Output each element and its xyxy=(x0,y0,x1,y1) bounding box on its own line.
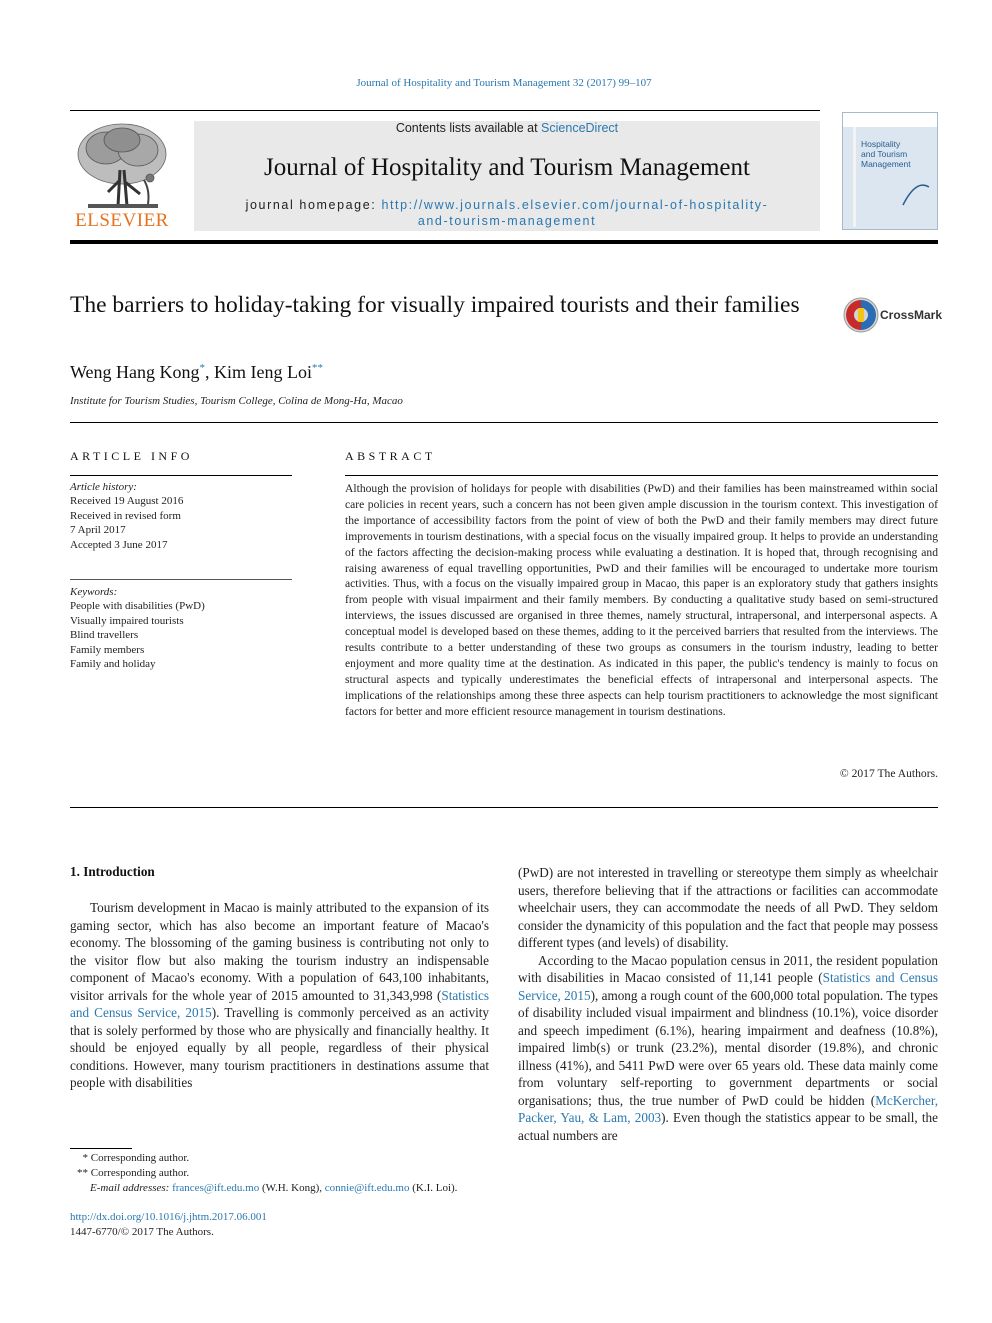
email-link-2[interactable]: connie@ift.edu.mo xyxy=(324,1182,410,1194)
top-rule xyxy=(70,110,820,111)
intro-heading: 1. Introduction xyxy=(70,864,155,879)
homepage-link-cont[interactable]: and-tourism-management xyxy=(417,214,597,228)
intro-text: ). Even though the statistics appear to be small, the actual numbers are xyxy=(518,1110,939,1143)
affiliation: Institute for Tourism Studies, Tourism College, Colina de Mong-Ha, Macao xyxy=(70,395,403,407)
abstract-text: Although the provision of holidays for people with disabilities (PwD) and their families has been mainstreamed within social care policies in recent years, such a concern has not been given ample discussion in the tourism context. This investigation of the importance of accessibility factors from the point of view of both the PwD and their family members may direct future improvements in tourism destinations, with a special focus on the visually impaired group. It helps to provide an understanding of the factors affecting the decision-making process while evaluating a destination. It is hoped that, through recognising and raising awareness of equal travelling opportunities, PwD and their families will be encouraged to undertake more tourism activities. Thus, with a focus on the visually impaired group in Macao, this paper is an exploratory study that gathers insights from people with visual impairment and their family members. By conducting a qualitative study based on semi-structured interviews, the issues discussed are organised in three themes, namely structural, intrapersonal, and interpersonal aspects. A conceptual model is developed based on these themes, adding to it the perceived barriers that resulted from the interviews. The results contribute to a better understanding of these two groups as consumers in the tourism industry, leading to better enjoyment and more quality time at the destination. As indicated in this paper, the public's tendency is mainly to focus on structural aspects and typically underestimates the beneficial effects of intrapersonal and interpersonal aspects. The implications of the relationships among these three aspects can help tourism practitioners to acknowledge the most significant factors for better and more efficient resource management in tourism destinations. xyxy=(345,482,938,718)
journal-cover-thumbnail xyxy=(842,112,938,230)
keywords-label: Keywords: xyxy=(70,586,118,598)
intro-paragraph xyxy=(518,952,938,1145)
sciencedirect-link[interactable]: ScienceDirect xyxy=(541,121,619,135)
email-link-1[interactable]: frances@ift.edu.mo xyxy=(172,1182,260,1194)
footnote-2 xyxy=(70,1166,189,1181)
elsevier-logo xyxy=(70,120,174,232)
contents-prefix: Contents lists available at xyxy=(395,121,542,135)
homepage-prefix: journal homepage: xyxy=(245,198,382,212)
cover-graphic-icon xyxy=(901,177,931,207)
journal-masthead xyxy=(194,121,820,231)
intro-text: Tourism development in Macao is mainly attributed to the expansion of its gaming sector, which has also become an important feature of Macao's economy. The blossoming of the gaming business is contributing not only to the visitor flow but also making the tourism industry an indispensable component of Macao's economy. With a population of 643,100 inhabitants, visitor arrivals for the whole year of 2015 amounted to 31,343,998 ( xyxy=(70,900,489,1003)
footnote-text: Corresponding author. xyxy=(90,1152,190,1164)
footnote-emails xyxy=(90,1181,457,1196)
keyword-item: Visually impaired tourists xyxy=(70,614,184,627)
elsevier-wordmark: ELSEVIER xyxy=(75,210,169,231)
citation-link[interactable]: Statistics and Census Service, 2015 xyxy=(518,970,938,1003)
homepage-link[interactable]: http://www.journals.elsevier.com/journal-of-hospitality- xyxy=(381,198,769,212)
article-title: The barriers to holiday-taking for visually impaired tourists and their families xyxy=(70,292,800,318)
keyword-item: Blind travellers xyxy=(70,629,139,642)
cover-stripe xyxy=(853,127,856,227)
email-label: E-mail addresses: xyxy=(90,1182,173,1194)
abstract-copyright: © 2017 The Authors. xyxy=(839,767,938,780)
footnote-mark: ** xyxy=(77,1167,88,1179)
crossmark-badge[interactable] xyxy=(842,296,942,334)
journal-reference[interactable]: Journal of Hospitality and Tourism Management 32 (2017) 99–107 xyxy=(356,77,652,89)
intro-right-column xyxy=(518,864,938,1144)
intro-text: ). Travelling is commonly perceived as an activity that is solely performed by those who are physically and financially healthy. It should be enjoyed equally by all people, regardless of their physical conditions. However, many tourism practitioners in destinations assume that people with disabilities xyxy=(70,1005,489,1090)
crossmark-icon xyxy=(842,296,880,334)
footnote-rule xyxy=(70,1148,132,1149)
history-item: Accepted 3 June 2017 xyxy=(70,538,168,551)
history-item: Received in revised form xyxy=(70,509,181,522)
contents-line xyxy=(194,121,820,135)
journal-homepage xyxy=(200,197,814,229)
author-2-mark[interactable]: ** xyxy=(312,362,324,374)
footnote-mark: * xyxy=(82,1152,88,1164)
header-thick-rule xyxy=(70,240,938,244)
history-item: 7 April 2017 xyxy=(70,524,126,537)
history-label: Article history: xyxy=(70,481,137,493)
keywords-list xyxy=(70,585,292,671)
intro-left-column xyxy=(70,899,489,1092)
journal-title: Journal of Hospitality and Tourism Management xyxy=(264,154,750,181)
article-history xyxy=(70,480,292,552)
keywords-rule xyxy=(70,579,292,580)
issn-copyright: 1447-6770/© 2017 The Authors. xyxy=(70,1226,214,1238)
author-1[interactable]: Weng Hang Kong xyxy=(70,362,200,382)
keyword-item: People with disabilities (PwD) xyxy=(70,600,205,613)
author-separator: , xyxy=(205,362,215,382)
footnote-1 xyxy=(70,1151,189,1166)
cover-title: Hospitality and Tourism Management xyxy=(861,139,911,169)
article-info-heading: ARTICLE INFO xyxy=(70,449,193,463)
intro-paragraph: (PwD) are not interested in travelling or stereotype them simply as wheelchair users, therefore believing that if the attractions or facilities can accommodate wheelchair users, they can accommodate the needs of all PwD. They seldom consider the dynamicity of this population and the fact that people may possess different types (and levels) of disability. xyxy=(518,865,938,950)
doi-link[interactable]: http://dx.doi.org/10.1016/j.jhtm.2017.06.001 xyxy=(70,1211,267,1223)
abstract-heading: ABSTRACT xyxy=(345,449,436,463)
citation-link[interactable]: McKercher, Packer, Yau, & Lam, 2003 xyxy=(518,1092,938,1125)
cover-top-band xyxy=(843,113,937,127)
abstract-rule xyxy=(345,475,938,476)
email-owner-1: (W.H. Kong), xyxy=(259,1182,325,1194)
author-1-mark[interactable]: * xyxy=(199,362,206,374)
footnote-text: Corresponding author. xyxy=(90,1167,190,1179)
elsevier-tree-icon xyxy=(70,120,174,212)
history-item: Received 19 August 2016 xyxy=(70,495,184,508)
article-info-rule xyxy=(70,475,292,476)
intro-text: According to the Macao population census in 2011, the resident population with disabilities in Macao consisted of 11,141 people ( xyxy=(518,952,938,985)
citation-link[interactable]: Statistics and Census Service, 2015 xyxy=(70,987,489,1020)
author-list xyxy=(70,362,323,383)
crossmark-label: CrossMark xyxy=(880,308,943,322)
keyword-item: Family members xyxy=(70,643,145,656)
email-owner-2: (K.I. Loi). xyxy=(409,1182,458,1194)
abstract-bottom-rule xyxy=(70,807,938,808)
author-2[interactable]: Kim Ieng Loi xyxy=(214,362,313,382)
title-divider xyxy=(70,422,938,423)
keyword-item: Family and holiday xyxy=(70,658,156,671)
intro-text: ), among a rough count of the 600,000 total population. The types of disability included visual impairment and blindness (10.1%), voice disorder and speech impediment (6.1%), hearing impairment and deafness (10.8%), impaired limb(s) or trunk (23.2%), mental disorder (19.8%), and chronic illness (41%), and 5411 PwD were over 65 years old. These data mainly come from voluntary self-reporting to government departments or social organisations; thus, the true number of PwD could be hidden ( xyxy=(518,987,938,1108)
intro-paragraph xyxy=(70,899,489,1092)
